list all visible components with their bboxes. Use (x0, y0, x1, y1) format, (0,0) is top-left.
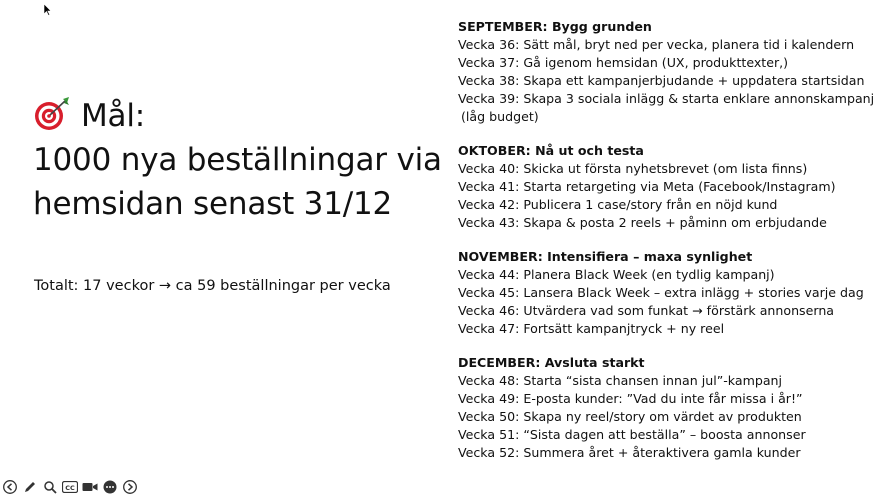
week-item: Vecka 50: Skapa ny reel/story om värdet av produkten (458, 409, 802, 424)
month-heading: SEPTEMBER: Bygg grunden (458, 19, 652, 34)
week-item: Vecka 44: Planera Black Week (en tydlig kampanj) (458, 267, 775, 282)
month-november (458, 248, 878, 338)
goal-block (33, 94, 443, 226)
week-item: Vecka 51: “Sista dagen att beställa” – boosta annonser (458, 427, 806, 442)
week-item: Vecka 36: Sätt mål, bryt ned per vecka, planera tid i kalendern (458, 37, 855, 52)
month-heading: NOVEMBER: Intensifiera – maxa synlighet (458, 249, 753, 264)
weekly-plan (458, 18, 878, 478)
month-heading: OKTOBER: Nå ut och testa (458, 143, 644, 158)
more-icon[interactable] (102, 479, 118, 495)
week-item: Vecka 49: E-posta kunder: ”Vad du inte får missa i år!” (458, 391, 803, 406)
goal-title: Mål: (81, 98, 146, 134)
camera-icon[interactable] (82, 479, 98, 495)
target-dart-icon (33, 96, 71, 132)
week-item: Vecka 46: Utvärdera vad som funkat → förstärk annonserna (458, 303, 835, 318)
week-item: Vecka 47: Fortsätt kampanjtryck + ny reel (458, 321, 725, 336)
week-item: Vecka 43: Skapa & posta 2 reels + påminn om erbjudande (458, 215, 827, 230)
week-item: Vecka 38: Skapa ett kampanjerbjudande + uppdatera startsidan (458, 73, 865, 88)
goal-line: hemsidan senast 31/12 (33, 186, 393, 222)
month-heading: DECEMBER: Avsluta starkt (458, 355, 645, 370)
week-item: Vecka 45: Lansera Black Week – extra inlägg + stories varje dag (458, 285, 864, 300)
week-item: Vecka 41: Starta retargeting via Meta (Facebook/Instagram) (458, 179, 836, 194)
back-arrow-icon[interactable] (2, 479, 18, 495)
month-december (458, 354, 878, 462)
zoom-icon[interactable] (42, 479, 58, 495)
week-item-continuation: (låg budget) (461, 109, 539, 124)
month-september (458, 18, 878, 126)
week-item: Vecka 48: Starta “sista chansen innan jul”-kampanj (458, 373, 783, 388)
month-october (458, 142, 878, 232)
mouse-pointer-icon (44, 4, 52, 16)
pen-icon[interactable] (22, 479, 38, 495)
summary-text: Totalt: 17 veckor → ca 59 beställningar per vecka (34, 278, 391, 294)
week-item: Vecka 52: Summera året + återaktivera gamla kunder (458, 445, 801, 460)
week-item: Vecka 40: Skicka ut första nyhetsbrevet (om lista finns) (458, 161, 808, 176)
closed-captions-icon[interactable] (62, 479, 78, 495)
cc-label: CC (65, 483, 75, 492)
forward-arrow-icon[interactable] (122, 479, 138, 495)
week-item: Vecka 39: Skapa 3 sociala inlägg & starta enklare annonskampanj (458, 91, 875, 106)
week-item: Vecka 42: Publicera 1 case/story från en nöjd kund (458, 197, 778, 212)
goal-line: 1000 nya beställningar via (33, 142, 442, 178)
presentation-toolbar (0, 478, 138, 495)
week-item: Vecka 37: Gå igenom hemsidan (UX, produkttexter,) (458, 55, 789, 70)
